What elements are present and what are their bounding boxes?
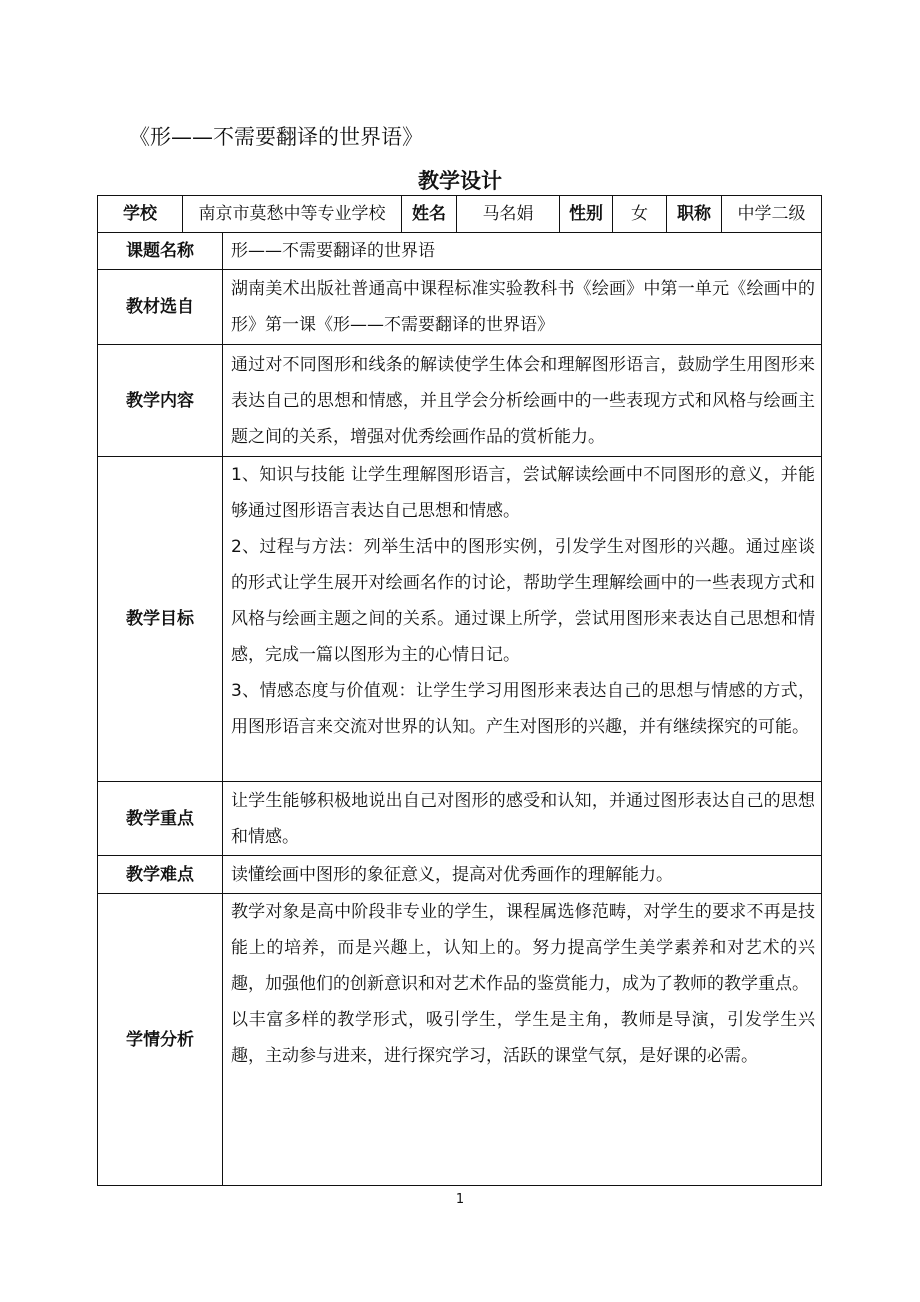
content-label: 教学内容 — [98, 345, 223, 457]
content-row — [98, 345, 822, 457]
lesson-plan-table — [97, 195, 822, 1186]
key-points-label: 教学重点 — [98, 782, 223, 856]
name-label: 姓名 — [402, 196, 457, 233]
gender-label: 性别 — [560, 196, 613, 233]
content-text: 通过对不同图形和线条的解读使学生体会和理解图形语言，鼓励学生用图形来表达自己的思想和情感，并且学会分析绘画中的一些表现方式和风格与绘画主题之间的关系，增强对优秀绘画作品的赏析能力。 — [231, 354, 815, 447]
difficulties-text: 读懂绘画中图形的象征意义，提高对优秀画作的理解能力。 — [223, 856, 822, 894]
objectives-row — [98, 457, 822, 782]
analysis-paragraph-1: 教学对象是高中阶段非专业的学生，课程属选修范畴，对学生的要求不再是技能上的培养，而是兴趣上，认知上的。努力提高学生美学素养和对艺术的兴趣，加强他们的创新意识和对艺术作品的鉴赏能力，成为了教师的教学重点。 — [231, 902, 815, 994]
document-title: 《形——不需要翻译的世界语》 — [129, 125, 423, 149]
page-number: 1 — [455, 1192, 465, 1207]
name-value: 马名娟 — [457, 196, 560, 233]
topic-value: 形——不需要翻译的世界语 — [223, 233, 822, 270]
objectives-label: 教学目标 — [98, 457, 223, 782]
source-text: 湖南美术出版社普通高中课程标准实验教科书《绘画》中第一单元《绘画中的形》第一课《形——不需要翻译的世界语》 — [231, 279, 815, 335]
difficulties-label: 教学难点 — [98, 856, 223, 894]
school-value: 南京市莫愁中等专业学校 — [183, 196, 402, 233]
school-label: 学校 — [98, 196, 183, 233]
objective-process: 2、过程与方法：列举生活中的图形实例，引发学生对图形的兴趣。通过座谈的形式让学生展开对绘画名作的讨论，帮助学生理解绘画中的一些表现方式和风格与绘画主题之间的关系。通过课上所学，尝试用图形来表达自己思想和情感，完成一篇以图形为主的心情日记。 — [231, 537, 815, 665]
topic-row — [98, 233, 822, 270]
title-value: 中学二级 — [722, 196, 822, 233]
gender-value: 女 — [613, 196, 667, 233]
title-label: 职称 — [667, 196, 722, 233]
topic-label: 课题名称 — [98, 233, 223, 270]
objective-attitude: 3、情感态度与价值观：让学生学习用图形来表达自己的思想与情感的方式，用图形语言来交流对世界的认知。产生对图形的兴趣，并有继续探究的可能。 — [231, 681, 815, 737]
source-label: 教材选自 — [98, 270, 223, 345]
analysis-row — [98, 894, 822, 1186]
analysis-label: 学情分析 — [98, 894, 223, 1186]
key-points-text: 让学生能够积极地说出自己对图形的感受和认知，并通过图形表达自己的思想和情感。 — [231, 790, 815, 847]
source-row — [98, 270, 822, 345]
document-subtitle: 教学设计 — [418, 169, 502, 193]
header-row — [98, 196, 822, 233]
objective-knowledge: 1、知识与技能 让学生理解图形语言，尝试解读绘画中不同图形的意义，并能够通过图形语言表达自己思想和情感。 — [231, 465, 815, 521]
analysis-paragraph-2: 以丰富多样的教学形式，吸引学生，学生是主角，教师是导演，引发学生兴趣，主动参与进来，进行探究学习，活跃的课堂气氛，是好课的必需。 — [231, 1010, 815, 1066]
key-points-row — [98, 782, 822, 856]
difficulties-row — [98, 856, 822, 894]
